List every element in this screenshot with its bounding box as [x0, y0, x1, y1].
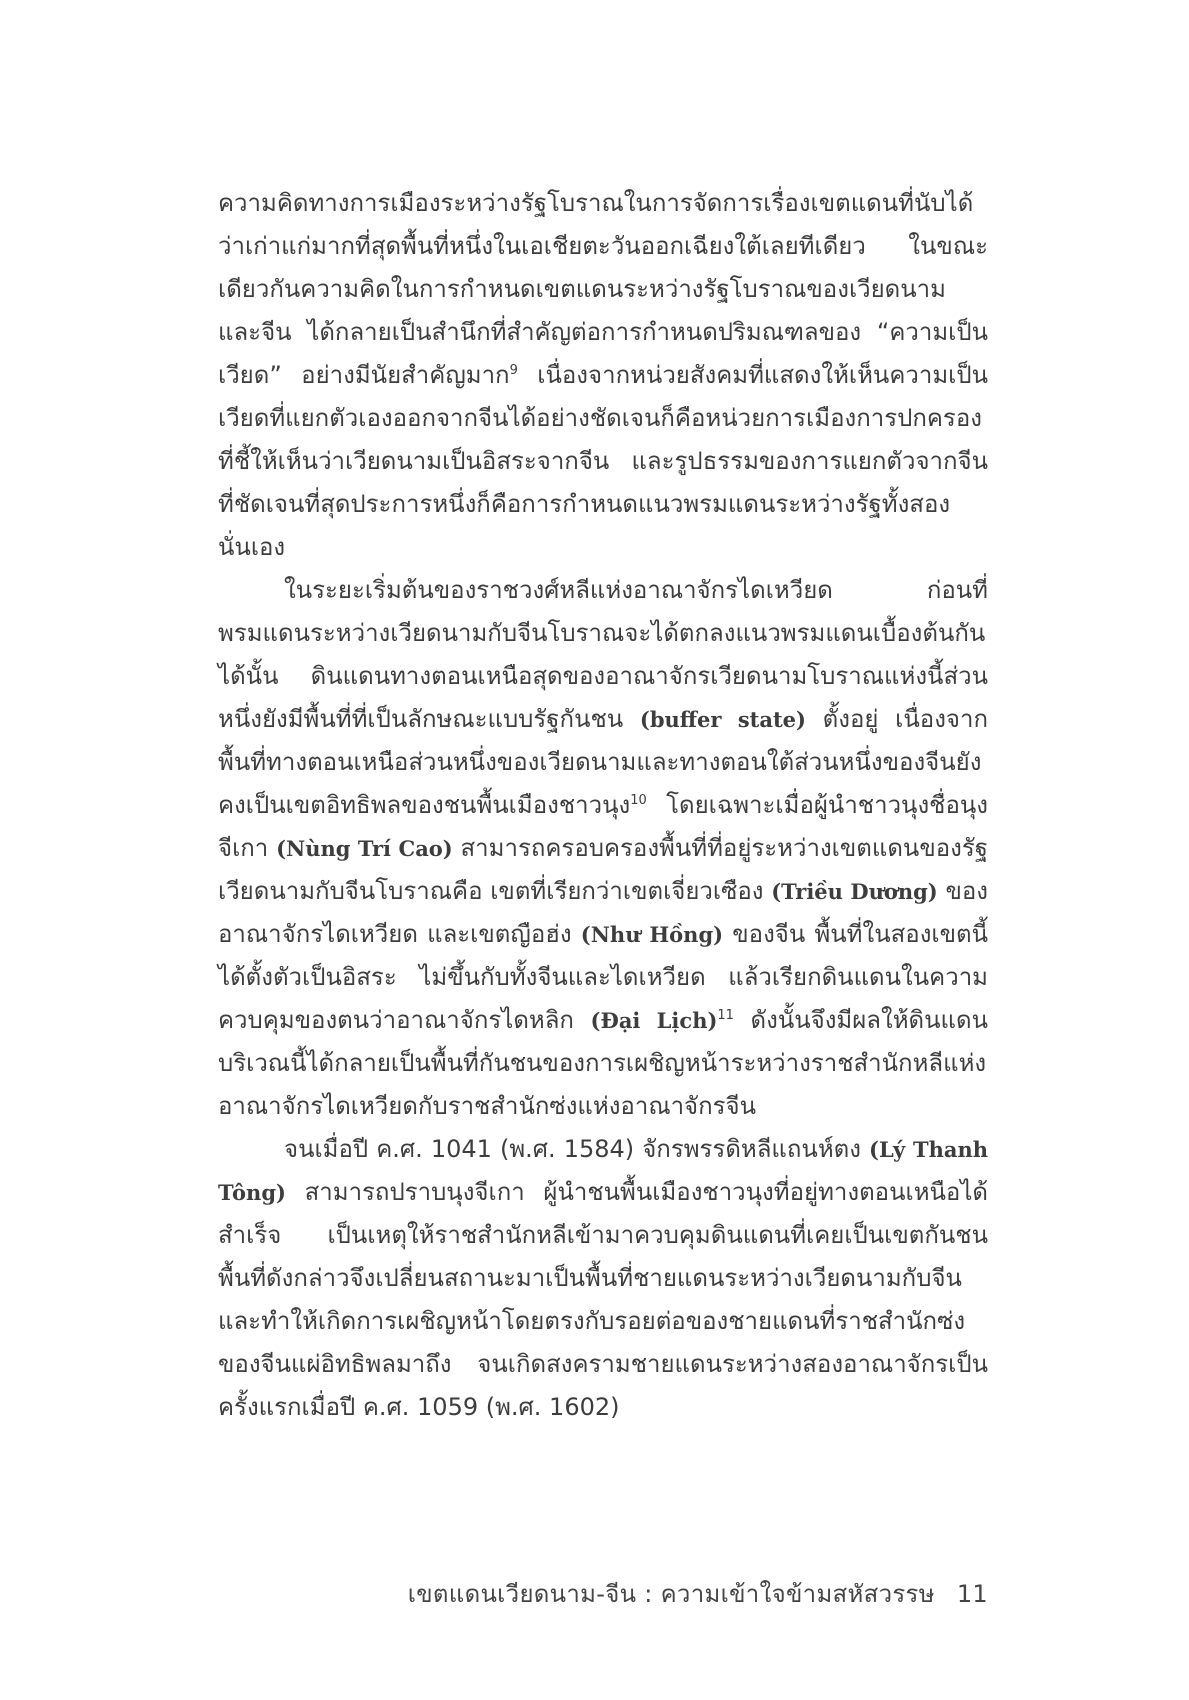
- running-title: เขตแดนเวียดนาม-จีน : ความเข้าใจข้ามสหัสวรรษ: [407, 1580, 935, 1608]
- paragraph: [218, 569, 988, 1128]
- page-number: 11: [956, 1580, 988, 1608]
- text-run: ดังนั้นจึงมีผลให้ดินแดนบริเวณนี้ได้กลายเป็นพื้นที่กันชนของการเผชิญหน้าระหว่างราชสำนักหลีแห่งอาณาจักรไดเหวียดกับราชสำนักซ่งแห่งอาณาจักรจีน: [218, 1006, 989, 1120]
- text-run: ตั้งอยู่ เนื่องจากพื้นที่ทางตอนเหนือส่วนหนึ่งของเวียดนามและทางตอนใต้ส่วนหนึ่งของจีนยังคงเป็นเขตอิทธิพลของชนพื้นเมืองชาวนุง: [218, 705, 988, 819]
- romanized-term: (buffer state): [639, 707, 806, 732]
- romanized-term: (Đại Lịch): [590, 1008, 718, 1033]
- text-run: ในระยะเริ่มต้นของราชวงศ์หลีแห่งอาณาจักรไดเหวียด ก่อนที่พรมแดนระหว่างเวียดนามกับจีนโบราณจะได้ตกลงแนวพรมแดนเบื้องต้นกันได้นั้น ดินแดนทางตอนเหนือสุดของอาณาจักรเวียดนามโบราณแห่งนี้ส่วนหนึ่งยังมีพื้นที่ที่เป็นลักษณะแบบรัฐกันชน: [218, 576, 988, 733]
- footnote-marker: 10: [630, 793, 647, 808]
- running-footer: [408, 1574, 988, 1613]
- paragraph: [218, 182, 988, 569]
- text-run: ความคิดทางการเมืองระหว่างรัฐโบราณในการจัดการเรื่องเขตแดนที่นับได้ว่าเก่าแก่มากที่สุดพื้นที่หนึ่งในเอเชียตะวันออกเฉียงใต้เลยทีเดียว ในขณะเดียวกันความคิดในการกำหนดเขตแดนระหว่างรัฐโบราณของเวียดนามและจีน ได้กลายเป็นสำนึกที่สำคัญต่อการกำหนดปริมณฑลของ “ความเป็นเวียด” อย่างมีนัยสำคัญมาก: [218, 189, 988, 389]
- footnote-marker: 11: [717, 1008, 734, 1023]
- body-text: [218, 182, 988, 1429]
- text-run: สามารถปราบนุงจีเกา ผู้นำชนพื้นเมืองชาวนุงที่อยู่ทางตอนเหนือได้สำเร็จ เป็นเหตุให้ราชสำนักหลีเข้ามาควบคุมดินแดนที่เคยเป็นเขตกันชน พื้นที่ดังกล่าวจึงเปลี่ยนสถานะมาเป็นพื้นที่ชายแดนระหว่างเวียดนามกับจีน และทำให้เกิดการเผชิญหน้าโดยตรงกับรอยต่อของชายแดนที่ราชสำนักซ่งของจีนแผ่อิทธิพลมาถึง จนเกิดสงครามชายแดนระหว่างสองอาณาจักรเป็นครั้งแรกเมื่อปี ค.ศ. 1059 (พ.ศ. 1602): [218, 1178, 988, 1421]
- text-run: ของอาณาจักรไดเหวียด และเขตญือฮ่ง: [218, 877, 989, 948]
- text-run: ของจีน พื้นที่ในสองเขตนี้ได้ตั้งตัวเป็นอิสระ ไม่ขึ้นกับทั้งจีนและไดเหวียด แล้วเรียกดินแดนในความควบคุมของตนว่าอาณาจักรไดหลิก: [218, 920, 989, 1034]
- romanized-term: (Như Hồng): [580, 922, 724, 947]
- footnote-marker: 9: [509, 363, 518, 378]
- romanized-term: (Nùng Trí Cao): [276, 836, 453, 861]
- text-run: เนื่องจากหน่วยสังคมที่แสดงให้เห็นความเป็นเวียดที่แยกตัวเองออกจากจีนได้อย่างชัดเจนก็คือหน่วยการเมืองการปกครองที่ชี้ให้เห็นว่าเวียดนามเป็นอิสระจากจีน และรูปธรรมของการแยกตัวจากจีนที่ชัดเจนที่สุดประการหนึ่งก็คือการกำหนดแนวพรมแดนระหว่างรัฐทั้งสองนั่นเอง: [218, 361, 988, 561]
- romanized-term: (Lý Thanh Tông): [218, 1137, 988, 1205]
- text-run: โดยเฉพาะเมื่อผู้นำชาวนุงชื่อนุงจีเกา: [218, 791, 988, 862]
- romanized-term: (Triều Dương): [771, 879, 938, 904]
- text-run: จนเมื่อปี ค.ศ. 1041 (พ.ศ. 1584) จักรพรรดิหลีแถนห์ตง: [284, 1135, 870, 1163]
- text-run: สามารถครอบครองพื้นที่ที่อยู่ระหว่างเขตแดนของรัฐเวียดนามกับจีนโบราณคือ เขตที่เรียกว่าเขตเจี่ยวเซือง: [218, 834, 988, 905]
- paragraph: [218, 1128, 988, 1429]
